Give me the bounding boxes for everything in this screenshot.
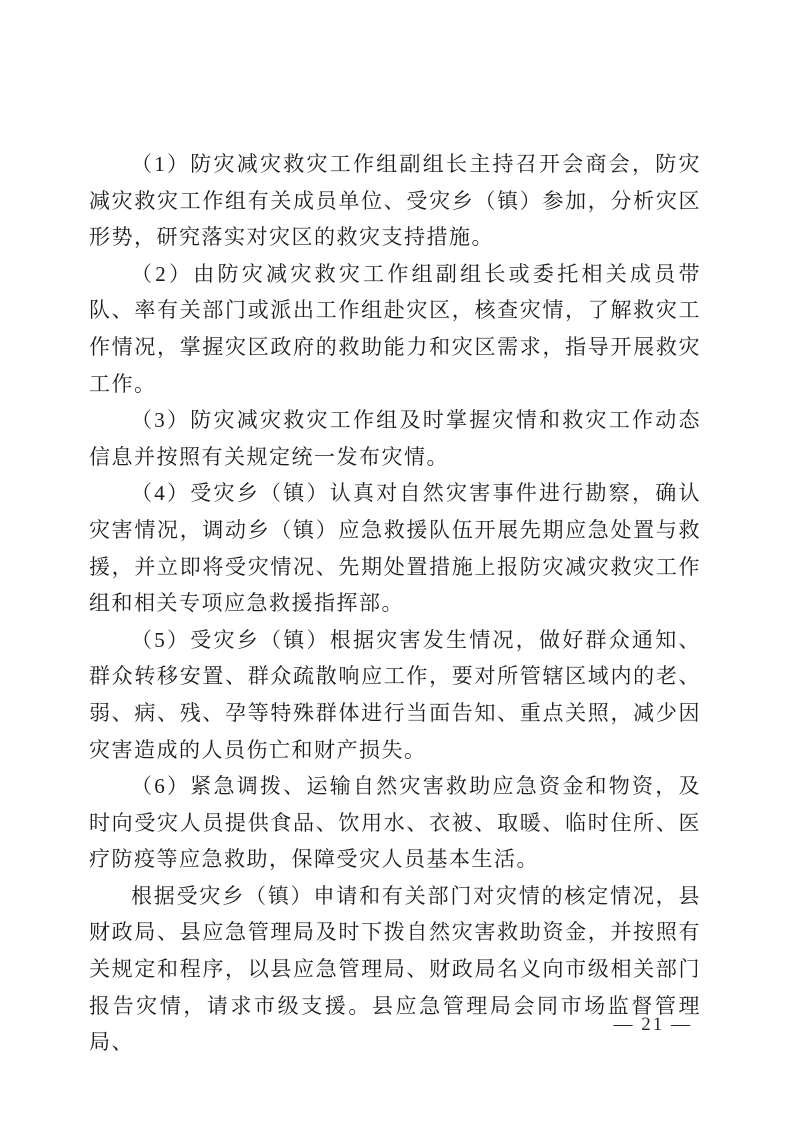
paragraph-3: （3）防灾减灾救灾工作组及时掌握灾情和救灾工作动态信息并按照有关规定统一发布灾情。 [89, 408, 701, 469]
paragraph-1: （1）防灾减灾救灾工作组副组长主持召开会商会，防灾减灾救灾工作组有关成员单位、受灾乡（镇）参加，分析灾区形势，研究落实对灾区的救灾支持措施。 [89, 152, 701, 250]
page-number: — 21 — [613, 1014, 692, 1035]
paragraph-5: （5）受灾乡（镇）根据灾害发生情况，做好群众通知、群众转移安置、群众疏散响应工作，要对所管辖区域内的老、弱、病、残、孕等特殊群体进行当面告知、重点关照，减少因灾害造成的人员伤亡和财产损失。 [89, 627, 701, 762]
paragraph-2: （2）由防灾减灾救灾工作组副组长或委托相关成员带队、率有关部门或派出工作组赴灾区，核查灾情，了解救灾工作情况，掌握灾区政府的救助能力和灾区需求，指导开展救灾工作。 [89, 261, 701, 396]
page-footer [614, 1014, 693, 1036]
document-body [89, 146, 701, 1061]
paragraph-7: 根据受灾乡（镇）申请和有关部门对灾情的核定情况，县财政局、县应急管理局及时下拨自然灾害救助资金，并按照有关规定和程序，以县应急管理局、财政局名义向市级相关部门报告灾情，请求市级支援。县应急管理局会同市场监督管理局、 [89, 883, 701, 1055]
paragraph-4: （4）受灾乡（镇）认真对自然灾害事件进行勘察，确认灾害情况，调动乡（镇）应急救援队伍开展先期应急处置与救援，并立即将受灾情况、先期处置措施上报防灾减灾救灾工作组和相关专项应急救援指挥部。 [89, 481, 701, 616]
paragraph-6: （6）紧急调拨、运输自然灾害救助应急资金和物资，及时向受灾人员提供食品、饮用水、衣被、取暖、临时住所、医疗防疫等应急救助，保障受灾人员基本生活。 [89, 774, 701, 872]
